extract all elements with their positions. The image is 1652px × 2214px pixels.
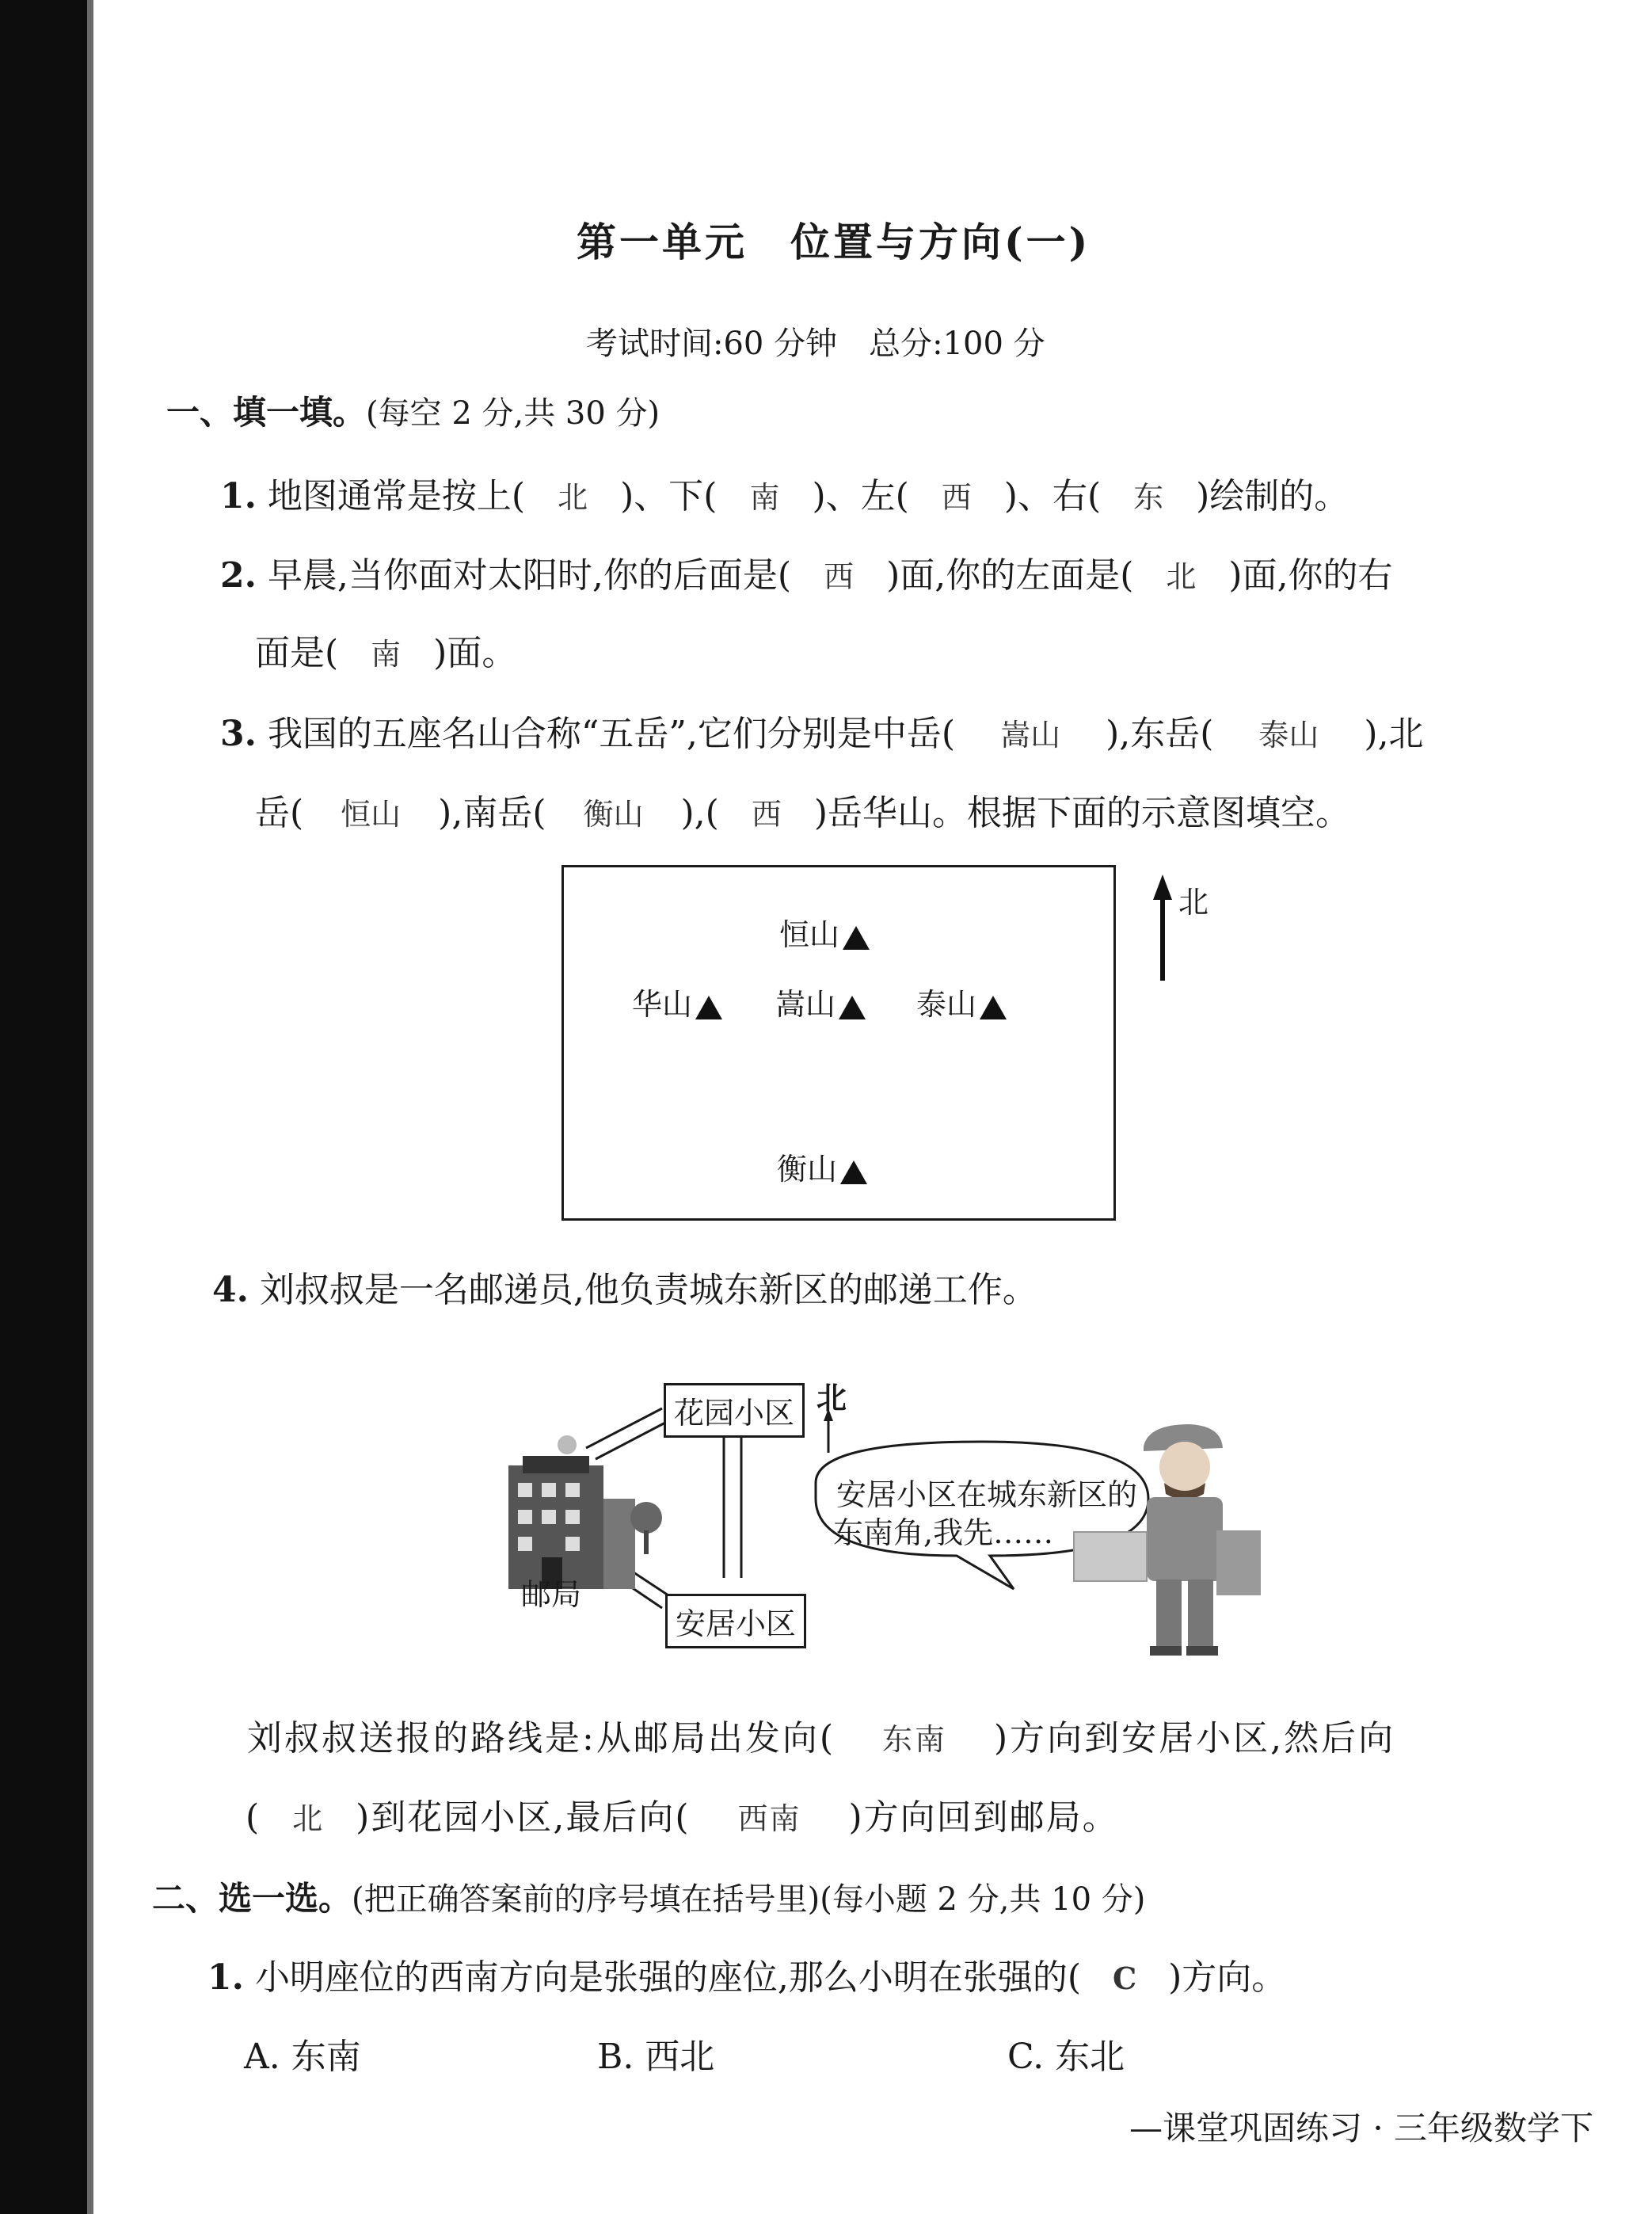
question-3-cont	[255, 784, 1350, 835]
map-label-huashan	[632, 980, 722, 1023]
answer: 衡山	[583, 797, 644, 832]
mountain-name: 泰山	[916, 987, 977, 1022]
answer: 北	[1166, 559, 1197, 594]
north-arrow-icon	[1147, 875, 1178, 982]
question-text: 面是(	[255, 633, 339, 673]
answer: C	[1112, 1961, 1137, 1996]
post-office-icon	[508, 1435, 662, 1589]
question-text: 刘叔叔送报的路线是:从邮局出发向(	[247, 1718, 836, 1759]
mountain-icon	[843, 926, 870, 950]
question-4	[212, 1261, 1037, 1312]
mountain-icon	[980, 996, 1007, 1019]
section2-title: 二、选一选。	[152, 1879, 352, 1918]
answer: 北	[292, 1801, 325, 1836]
question-text: ),东岳(	[1106, 714, 1214, 754]
question-text: (	[246, 1797, 261, 1838]
question-3	[220, 705, 1424, 756]
route-question-cont	[246, 1789, 1119, 1839]
option-a: A. 东南	[244, 2037, 361, 2077]
answer: 南	[371, 637, 402, 672]
option-b: B. 西北	[597, 2037, 715, 2077]
section2-heading	[152, 1873, 1145, 1920]
question-text: )方向到安居小区,然后向	[994, 1718, 1396, 1759]
map-label-taishan	[916, 980, 1007, 1023]
speech-line-1: 安居小区在城东新区的	[836, 1477, 1138, 1512]
option-c: C. 东北	[1007, 2037, 1125, 2077]
question-text: )岳华山。根据下面的示意图填空。	[813, 793, 1350, 833]
question-text: )面,你的左面是(	[886, 555, 1134, 596]
question-text: )面,你的右	[1228, 555, 1393, 596]
answer: 东	[1133, 480, 1164, 515]
question-text: 岳(	[255, 793, 304, 833]
answer: 西	[824, 559, 855, 594]
question-text: )绘制的。	[1196, 476, 1349, 516]
mountain-icon	[840, 1160, 867, 1184]
post-office-label: 邮局	[521, 1577, 582, 1612]
section1-heading	[166, 387, 660, 434]
section1-note: (每空 2 分,共 30 分)	[366, 395, 660, 432]
north-label: 北	[1178, 885, 1209, 920]
section2-note: (把正确答案前的序号填在括号里)(每小题 2 分,共 10 分)	[352, 1881, 1146, 1918]
answer: 西	[751, 797, 782, 832]
mountain-name: 嵩山	[775, 987, 836, 1022]
question-text: ),(	[680, 793, 719, 833]
map-label-songshan	[775, 980, 866, 1023]
question-text: 小明座位的西南方向是张强的座位,那么小明在张强的(	[254, 1957, 1082, 1998]
question-text: )到花园小区,最后向(	[356, 1797, 691, 1838]
map-label-hengshan-north	[779, 910, 870, 954]
page-title: 第一单元 位置与方向(一)	[577, 219, 1091, 265]
question-text: )面。	[433, 633, 517, 673]
question-text: 我国的五座名山合称“五岳”,它们分别是中岳(	[267, 714, 956, 754]
section1-title: 一、填一填。	[166, 393, 367, 432]
question-text: )方向。	[1168, 1957, 1287, 1998]
page-footer: —课堂巩固练习 · 三年级数学下	[1129, 2109, 1594, 2147]
question-number: 3.	[220, 714, 257, 754]
question-number: 1.	[220, 476, 257, 516]
route-north-label: 北	[816, 1380, 847, 1416]
answer: 西	[941, 480, 972, 515]
answer: 北	[558, 480, 588, 515]
answer: 嵩山	[1000, 718, 1061, 753]
mountain-map	[561, 865, 1116, 1221]
question-text: ),南岳(	[438, 793, 546, 833]
answer: 东南	[881, 1722, 947, 1757]
question-text: )、左(	[812, 476, 909, 516]
binding-edge	[87, 0, 93, 2214]
question-text: 早晨,当你面对太阳时,你的后面是(	[267, 555, 792, 596]
speech-line-2: 东南角,我先……	[833, 1515, 1054, 1550]
answer: 西南	[737, 1801, 801, 1836]
question-text: )方向回到邮局。	[848, 1797, 1119, 1838]
question-2-cont	[255, 624, 516, 675]
exam-info: 考试时间:60 分钟 总分:100 分	[586, 326, 1045, 362]
anju-community-label: 安居小区	[665, 1594, 806, 1648]
mountain-name: 衡山	[777, 1152, 838, 1187]
question-text: 刘叔叔是一名邮递员,他负责城东新区的邮递工作。	[259, 1270, 1037, 1310]
question-text: ),北	[1364, 714, 1424, 754]
choice-question-1	[207, 1949, 1286, 1999]
answer: 泰山	[1258, 718, 1319, 753]
question-number: 4.	[212, 1270, 249, 1310]
question-text: )、右(	[1003, 476, 1102, 516]
mountain-name: 华山	[632, 987, 693, 1022]
question-2	[220, 547, 1393, 597]
answer: 南	[749, 480, 780, 515]
question-text: )、下(	[620, 476, 718, 516]
answer: 恒山	[341, 797, 402, 832]
route-question	[247, 1709, 1395, 1760]
question-1	[220, 467, 1349, 518]
question-number: 2.	[220, 555, 257, 596]
garden-community-label: 花园小区	[664, 1383, 805, 1438]
question-number: 1.	[207, 1957, 244, 1998]
mountain-name: 恒山	[779, 917, 840, 952]
binding-strip	[0, 0, 87, 2214]
mountain-icon	[839, 996, 866, 1019]
map-label-hengshan-south	[777, 1145, 867, 1188]
question-text: 地图通常是按上(	[267, 476, 526, 516]
mountain-icon	[695, 996, 722, 1019]
